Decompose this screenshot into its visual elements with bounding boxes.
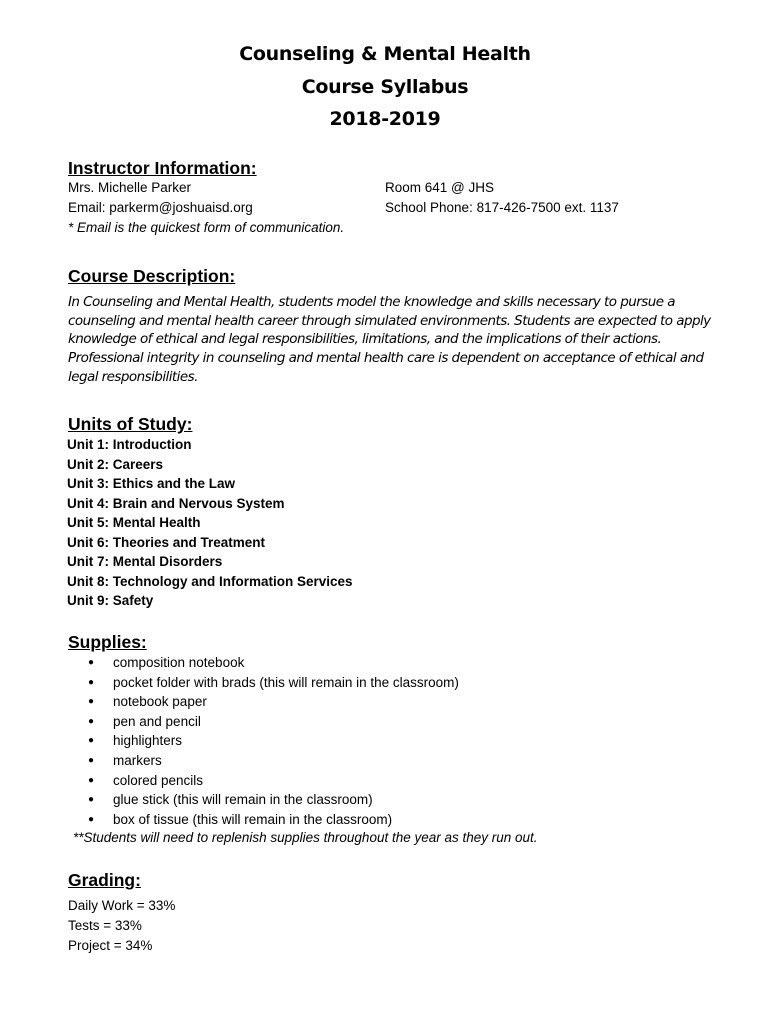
bullet-icon: ● xyxy=(88,794,95,806)
grading-item: Tests = 33% xyxy=(68,918,142,933)
supply-item xyxy=(88,692,459,712)
bullet-icon: ● xyxy=(88,657,95,668)
supply-item xyxy=(88,810,459,830)
supply-item xyxy=(88,771,459,791)
title-line-syllabus: Course Syllabus xyxy=(301,75,469,98)
email-note: * Email is the quickest form of communication. xyxy=(68,220,345,235)
supply-label: pocket folder with brads (this will remain in the classroom) xyxy=(113,674,459,690)
grading-list xyxy=(68,896,175,956)
bullet-icon: ● xyxy=(88,774,95,786)
bullet-icon: ● xyxy=(88,735,95,747)
bullet-icon: ● xyxy=(88,754,95,766)
supply-item xyxy=(88,673,459,693)
course-description xyxy=(68,293,728,387)
description-line: knowledge of ethical and legal responsibilities, limitations, and the implications of their actions. xyxy=(68,331,662,348)
instructor-room: Room 641 @ JHS xyxy=(385,180,494,195)
supply-item xyxy=(88,751,459,771)
instructor-name: Mrs. Michelle Parker xyxy=(68,180,192,195)
grading-heading: Grading: xyxy=(68,870,141,890)
supply-label: glue stick (this will remain in the classroom) xyxy=(113,792,373,808)
units-list xyxy=(67,435,353,611)
bullet-icon: ● xyxy=(88,813,95,825)
unit-item: Unit 9: Safety xyxy=(67,593,154,608)
description-heading: Course Description: xyxy=(68,266,236,286)
units-heading: Units of Study: xyxy=(68,414,193,434)
grading-item: Project = 34% xyxy=(68,938,153,953)
supplies-note: **Students will need to replenish supplies throughout the year as they run out. xyxy=(73,830,538,845)
supplies-list xyxy=(88,653,459,829)
supply-label: box of tissue (this will remain in the classroom) xyxy=(113,811,393,827)
title-line-year: 2018-2019 xyxy=(329,108,441,130)
bullet-icon: ● xyxy=(88,676,95,688)
title-line-course: Counseling & Mental Health xyxy=(239,43,531,65)
supply-label: highlighters xyxy=(113,733,183,749)
bullet-icon: ● xyxy=(88,715,95,727)
supply-item xyxy=(88,731,459,751)
unit-item: Unit 5: Mental Health xyxy=(67,515,201,530)
grading-item: Daily Work = 33% xyxy=(68,898,176,913)
unit-item: Unit 6: Theories and Treatment xyxy=(67,534,266,550)
supply-label: colored pencils xyxy=(113,772,204,788)
supply-label: pen and pencil xyxy=(113,713,201,729)
document-title xyxy=(0,38,770,136)
supplies-heading: Supplies: xyxy=(68,632,147,652)
unit-item: Unit 3: Ethics and the Law xyxy=(67,476,236,491)
instructor-email: Email: parkerm@joshuaisd.org xyxy=(68,200,253,215)
supply-item xyxy=(88,790,459,810)
supply-item xyxy=(88,653,459,673)
description-line: Professional integrity in counseling and mental health care is dependent on acceptance of ethical and xyxy=(68,350,704,367)
instructor-phone: School Phone: 817-426-7500 ext. 1137 xyxy=(385,200,619,215)
unit-item: Unit 2: Careers xyxy=(67,456,164,472)
unit-item: Unit 8: Technology and Information Services xyxy=(67,573,353,589)
supply-item xyxy=(88,712,459,732)
instructor-heading: Instructor Information: xyxy=(68,158,257,178)
supply-label: composition notebook xyxy=(113,655,245,670)
bullet-icon: ● xyxy=(88,696,95,708)
description-line: In Counseling and Mental Health, students model the knowledge and skills necessary to pursue a xyxy=(68,294,675,310)
supply-label: notebook paper xyxy=(113,694,207,710)
description-line: legal responsibilities. xyxy=(68,368,198,385)
unit-item: Unit 7: Mental Disorders xyxy=(67,554,223,569)
unit-item: Unit 4: Brain and Nervous System xyxy=(67,495,285,511)
unit-item: Unit 1: Introduction xyxy=(67,437,192,452)
description-line: counseling and mental health career through simulated environments. Students are expected to apply xyxy=(68,312,711,329)
supply-label: markers xyxy=(113,752,162,768)
